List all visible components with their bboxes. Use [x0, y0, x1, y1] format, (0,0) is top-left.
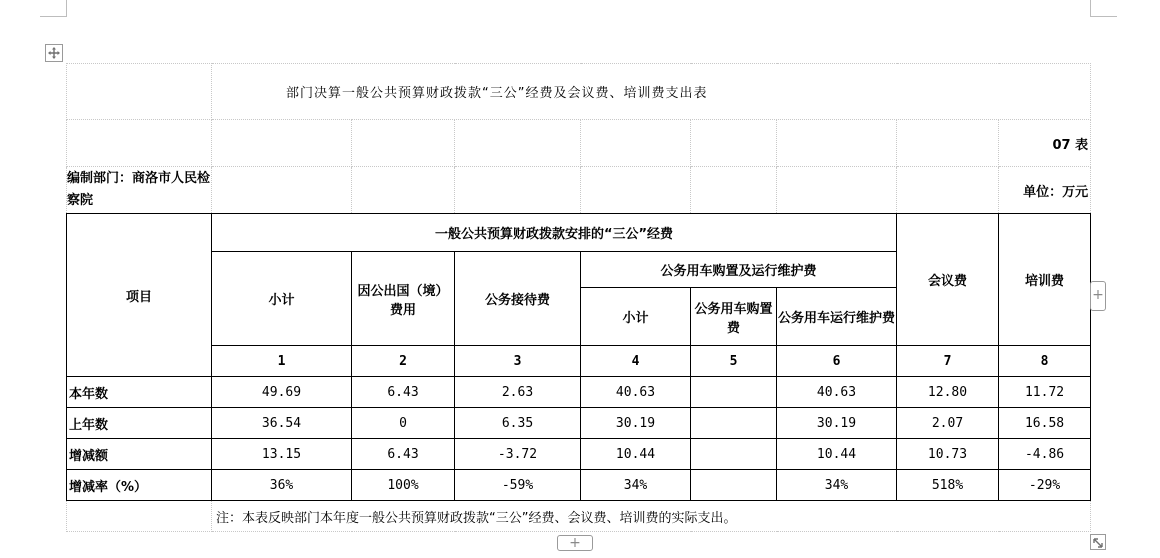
table-cell: 10.44 — [777, 439, 897, 470]
table-cell: -59% — [455, 470, 581, 501]
department-label: 编制部门：商洛市人民检察院 — [67, 167, 212, 214]
table-title: 部门决算一般公共预算财政拨款“三公”经费及会议费、培训费支出表 — [212, 64, 1091, 120]
header-item: 项目 — [67, 214, 212, 377]
table-cell: 36.54 — [212, 408, 352, 439]
add-column-button[interactable]: + — [1090, 281, 1106, 311]
table-cell: 6.43 — [352, 439, 455, 470]
note-row — [67, 501, 1091, 532]
column-number: 4 — [581, 346, 691, 377]
header-vehicle-operation: 公务用车运行维护费 — [777, 288, 897, 346]
column-number: 3 — [455, 346, 581, 377]
table-row — [67, 377, 1091, 408]
header-sangong-group: 一般公共预算财政拨款安排的“三公”经费 — [212, 214, 897, 252]
table-cell: 36% — [212, 470, 352, 501]
table-cell: 100% — [352, 470, 455, 501]
table-move-handle[interactable] — [45, 44, 63, 62]
column-number: 2 — [352, 346, 455, 377]
header-meeting: 会议费 — [897, 214, 999, 346]
table-cell: -29% — [999, 470, 1091, 501]
table-cell — [691, 439, 777, 470]
resize-icon — [1091, 536, 1105, 550]
table-resize-handle[interactable] — [1090, 534, 1106, 550]
table-cell: 10.44 — [581, 439, 691, 470]
column-number: 8 — [999, 346, 1091, 377]
table-cell: -3.72 — [455, 439, 581, 470]
add-row-button[interactable]: + — [557, 535, 593, 551]
table-cell: 0 — [352, 408, 455, 439]
column-number: 5 — [691, 346, 777, 377]
header-vehicle-purchase: 公务用车购置费 — [691, 288, 777, 346]
title-row — [67, 64, 1091, 120]
move-icon — [47, 46, 61, 60]
table-cell: 13.15 — [212, 439, 352, 470]
table-cell: 2.63 — [455, 377, 581, 408]
table-cell — [691, 408, 777, 439]
table-cell — [691, 470, 777, 501]
header-training: 培训费 — [999, 214, 1091, 346]
row-label: 本年数 — [67, 377, 212, 408]
table-cell: 34% — [777, 470, 897, 501]
table-cell: 6.43 — [352, 377, 455, 408]
meta-row — [67, 167, 1091, 214]
header-subtotal: 小计 — [212, 252, 352, 346]
table-cell: 6.35 — [455, 408, 581, 439]
header-abroad: 因公出国（境）费用 — [352, 252, 455, 346]
table-row — [67, 408, 1091, 439]
table-cell: 2.07 — [897, 408, 999, 439]
table-row — [67, 439, 1091, 470]
table-cell: 12.80 — [897, 377, 999, 408]
column-number-row — [67, 346, 1091, 377]
table-cell: 11.72 — [999, 377, 1091, 408]
header-vehicle-subtotal: 小计 — [581, 288, 691, 346]
page-corner-mark — [1090, 0, 1117, 17]
header-row-1 — [67, 214, 1091, 252]
page-corner-mark — [40, 0, 67, 17]
table-cell: -4.86 — [999, 439, 1091, 470]
table-note: 注：本表反映部门本年度一般公共预算财政拨款“三公”经费、会议费、培训费的实际支出。 — [212, 501, 1091, 532]
header-vehicle-group: 公务用车购置及运行维护费 — [581, 252, 897, 288]
table-cell: 34% — [581, 470, 691, 501]
header-reception: 公务接待费 — [455, 252, 581, 346]
table-number-row — [67, 120, 1091, 167]
table-cell: 10.73 — [897, 439, 999, 470]
column-number: 1 — [212, 346, 352, 377]
table-cell: 40.63 — [777, 377, 897, 408]
table-number: 07 表 — [999, 120, 1091, 167]
table-cell: 518% — [897, 470, 999, 501]
table-cell: 30.19 — [581, 408, 691, 439]
row-label: 上年数 — [67, 408, 212, 439]
table-cell: 49.69 — [212, 377, 352, 408]
column-number: 6 — [777, 346, 897, 377]
table-cell: 30.19 — [777, 408, 897, 439]
row-label: 增减额 — [67, 439, 212, 470]
table-cell: 40.63 — [581, 377, 691, 408]
column-number: 7 — [897, 346, 999, 377]
table-cell: 16.58 — [999, 408, 1091, 439]
expense-table — [66, 63, 1091, 532]
table-row — [67, 470, 1091, 501]
unit-label: 单位：万元 — [999, 167, 1091, 214]
table-cell — [691, 377, 777, 408]
row-label: 增减率（%） — [67, 470, 212, 501]
